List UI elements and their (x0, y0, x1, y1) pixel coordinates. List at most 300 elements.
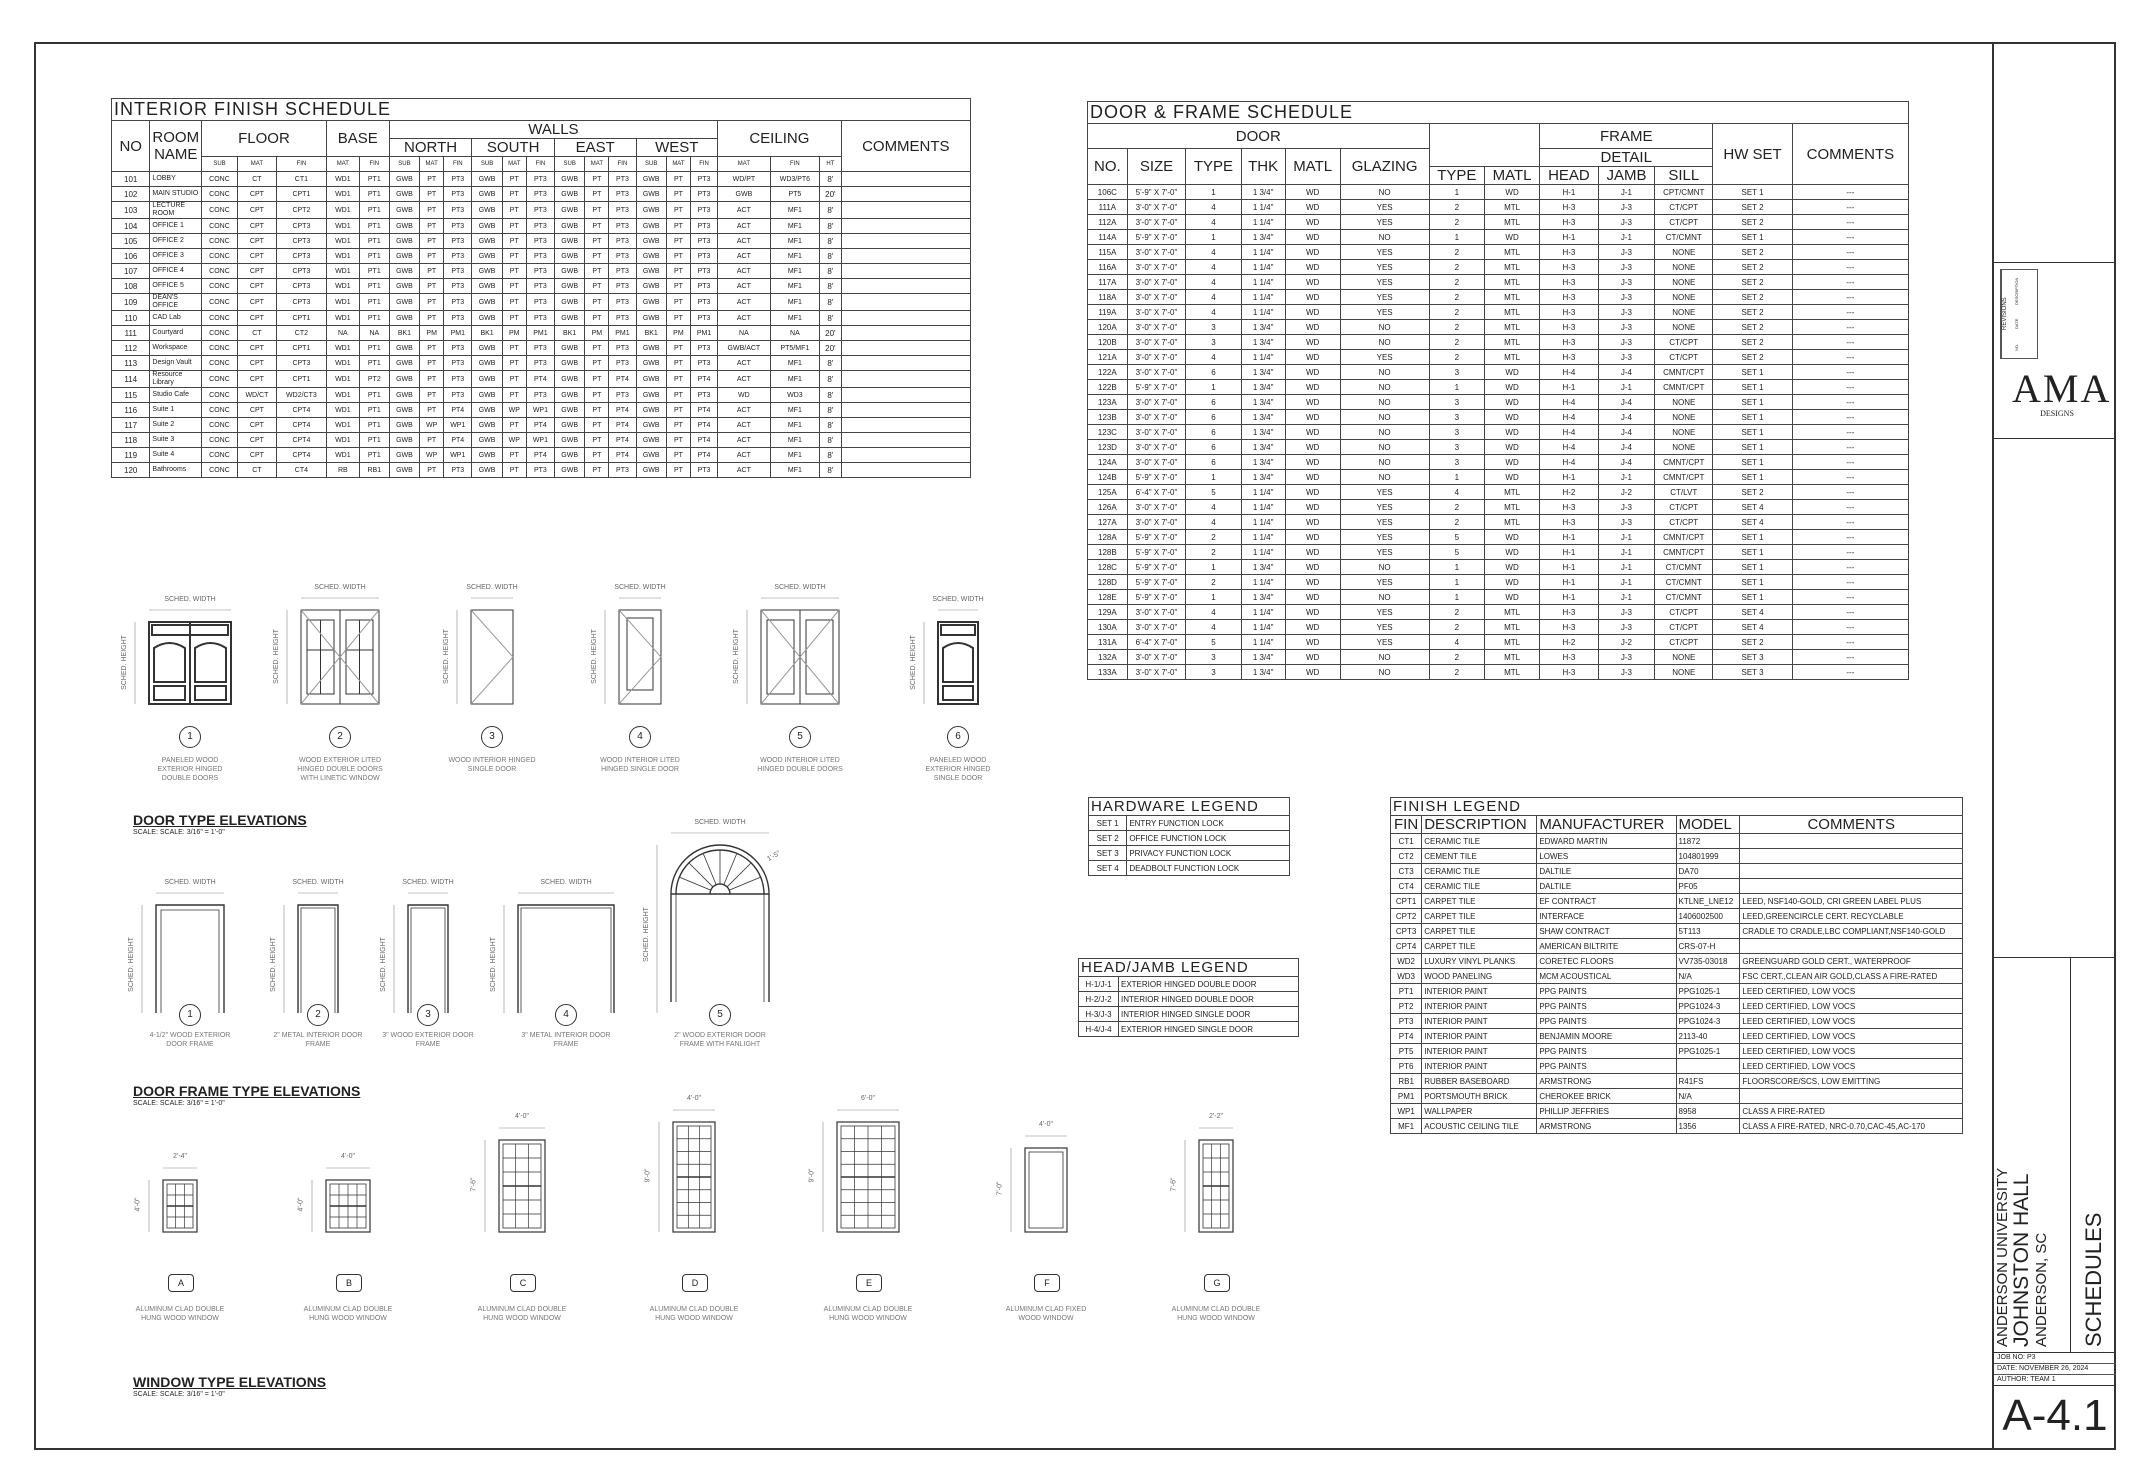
door-cell: H-3 (1540, 605, 1599, 620)
frame-type-caption: 4-1/2" WOOD EXTERIOR DOOR FRAME (149, 1032, 231, 1048)
door-cell: 3 (1186, 335, 1241, 350)
fin-comments: LEED CERTIFIED, LOW VOCS (1740, 1029, 1963, 1044)
door-cell: CT/CPT (1655, 635, 1713, 650)
door-number: 124B (1088, 470, 1128, 485)
finish-cell: CPT (237, 264, 276, 279)
finish-cell (841, 294, 970, 311)
dim-width: SCHED. WIDTH (540, 879, 592, 886)
finish-cell: WD1 (326, 234, 359, 249)
finish-cell: CPT4 (276, 418, 326, 433)
legend-value: EXTERIOR HINGED SINGLE DOOR (1118, 1022, 1298, 1037)
door-cell: 3 (1429, 410, 1484, 425)
door-cell: 5 (1186, 485, 1241, 500)
fin-comments: CLASS A FIRE-RATED, NRC-0.70,CAC-45,AC-170 (1740, 1119, 1963, 1134)
finish-cell: GWB (554, 356, 584, 371)
finish-row (112, 388, 971, 403)
fin-code: PT1 (1391, 984, 1422, 999)
door-cell: 6 (1186, 395, 1241, 410)
frame-type-1 (136, 887, 244, 1019)
finish-cell: GWB (389, 202, 419, 219)
finish-cell: WD2/CT3 (276, 388, 326, 403)
finish-legend-row (1391, 1074, 1963, 1089)
finish-cell: GWB (636, 403, 666, 418)
door-cell: 4 (1186, 245, 1241, 260)
door-cell: MTL (1485, 215, 1540, 230)
door-schedule-title: DOOR & FRAME SCHEDULE (1088, 102, 1909, 124)
legend-value: OFFICE FUNCTION LOCK (1127, 831, 1290, 846)
finish-cell: ACT (718, 249, 771, 264)
door-row (1088, 485, 1909, 500)
door-cell: 4 (1186, 515, 1241, 530)
finish-cell: PT3 (690, 219, 717, 234)
door-row (1088, 275, 1909, 290)
door-cell: 6 (1186, 365, 1241, 380)
door-cell: 6 (1186, 410, 1241, 425)
subheader-cell: HT (820, 157, 842, 172)
door-cell: NONE (1655, 260, 1713, 275)
door-number: 119A (1088, 305, 1128, 320)
finish-row (112, 463, 971, 478)
room-name: Suite 1 (150, 403, 202, 418)
door-cell: NONE (1655, 425, 1713, 440)
door-cell: --- (1792, 320, 1908, 335)
finish-cell: GWB (554, 294, 584, 311)
fin-manufacturer: PPG PAINTS (1537, 1014, 1676, 1029)
door-cell: --- (1792, 470, 1908, 485)
col-door: DOOR (1088, 124, 1430, 149)
finish-row (112, 202, 971, 219)
finish-cell: 8' (820, 403, 842, 418)
finish-cell: PT4 (609, 448, 636, 463)
door-cell: H-3 (1540, 305, 1599, 320)
finish-cell: PT3 (609, 249, 636, 264)
col-model: MODEL (1676, 816, 1740, 834)
finish-row (112, 187, 971, 202)
finish-cell: GWB (389, 219, 419, 234)
door-cell: 3 (1429, 440, 1484, 455)
door-cell: NONE (1655, 650, 1713, 665)
finish-legend-row (1391, 1059, 1963, 1074)
window-height-dim: 9'-0" (644, 1168, 652, 1183)
finish-cell: PM (585, 326, 609, 341)
finish-cell: 20' (820, 187, 842, 202)
finish-cell: PT3 (609, 341, 636, 356)
frame-type-number: 4 (555, 1004, 577, 1026)
door-cell: CT/CMNT (1655, 230, 1713, 245)
door-cell: WD (1485, 455, 1540, 470)
finish-cell: WP1 (526, 403, 554, 418)
finish-cell: PT (585, 234, 609, 249)
finish-cell: PT1 (359, 234, 389, 249)
door-cell: YES (1340, 260, 1429, 275)
door-cell: NONE (1655, 245, 1713, 260)
door-cell: 4 (1186, 605, 1241, 620)
fin-comments: LEED CERTIFIED, LOW VOCS (1740, 999, 1963, 1014)
finish-cell: PT3 (444, 234, 472, 249)
door-cell: SET 4 (1713, 605, 1792, 620)
col-fl-comments: COMMENTS (1740, 816, 1963, 834)
finish-cell: PT3 (609, 463, 636, 478)
hardware-legend-title: HARDWARE LEGEND (1089, 798, 1290, 816)
finish-cell: PT3 (690, 202, 717, 219)
finish-cell: PT3 (526, 279, 554, 294)
fin-manufacturer: ARMSTRONG (1537, 1074, 1676, 1089)
door-cell: 1 1/4" (1241, 215, 1285, 230)
window-elevations-scale: SCALE: SCALE: 3/16" = 1'-0" (133, 1391, 225, 1398)
window-type-caption: ALUMINUM CLAD DOUBLE HUNG WOOD WINDOW (1171, 1306, 1261, 1322)
finish-cell: PM (502, 326, 526, 341)
door-row (1088, 290, 1909, 305)
finish-cell: PT1 (359, 279, 389, 294)
col-jamb: JAMB (1598, 167, 1654, 185)
window-type-letter: F (1034, 1274, 1060, 1292)
dim-width: SCHED. WIDTH (614, 584, 666, 591)
finish-cell: PT (585, 433, 609, 448)
finish-cell: WD1 (326, 187, 359, 202)
finish-cell: CONC (202, 311, 238, 326)
door-row (1088, 440, 1909, 455)
fin-manufacturer: EF CONTRACT (1537, 894, 1676, 909)
subheader-cell: SUB (202, 157, 238, 172)
door-cell: NO (1340, 560, 1429, 575)
window-width-dim: 4'-0" (515, 1113, 529, 1120)
fin-manufacturer: DALTILE (1537, 864, 1676, 879)
finish-cell: CONC (202, 234, 238, 249)
legend-row (1079, 992, 1299, 1007)
col-west: WEST (636, 139, 718, 157)
door-number: 114A (1088, 230, 1128, 245)
door-cell: J-1 (1598, 530, 1654, 545)
finish-cell: PT (502, 249, 526, 264)
door-cell: WD (1485, 560, 1540, 575)
sheet-date: DATE: NOVEMBER 26, 2024 (1994, 1364, 2116, 1375)
door-number: 118A (1088, 290, 1128, 305)
finish-cell: CPT (237, 403, 276, 418)
finish-cell: PT3 (444, 172, 472, 187)
door-cell: 1 (1429, 185, 1484, 200)
finish-legend-row (1391, 984, 1963, 999)
door-cell: 1 1/4" (1241, 500, 1285, 515)
col-floor: FLOOR (202, 121, 327, 157)
finish-cell: WD/CT (237, 388, 276, 403)
door-cell: 1 1/4" (1241, 260, 1285, 275)
finish-cell: CPT3 (276, 249, 326, 264)
fin-model: PPG1024-3 (1676, 999, 1740, 1014)
finish-cell: PT (666, 433, 690, 448)
door-cell: --- (1792, 275, 1908, 290)
door-cell: 3 (1429, 395, 1484, 410)
window-height-dim: 9'-0" (808, 1168, 816, 1183)
fin-code: CT4 (1391, 879, 1422, 894)
finish-cell: ACT (718, 371, 771, 388)
door-row (1088, 590, 1909, 605)
finish-cell: CPT (237, 187, 276, 202)
door-cell: MTL (1485, 245, 1540, 260)
door-cell: 1 3/4" (1241, 395, 1285, 410)
door-cell: 1 3/4" (1241, 410, 1285, 425)
finish-cell: 8' (820, 371, 842, 388)
fin-comments: LEED CERTIFIED, LOW VOCS (1740, 1044, 1963, 1059)
frame-type-number: 2 (307, 1004, 329, 1026)
fin-manufacturer: CHEROKEE BRICK (1537, 1089, 1676, 1104)
door-cell: J-4 (1598, 440, 1654, 455)
legend-value: ENTRY FUNCTION LOCK (1127, 816, 1290, 831)
door-cell: --- (1792, 215, 1908, 230)
col-type: TYPE (1186, 149, 1241, 185)
door-cell: CT/CPT (1655, 200, 1713, 215)
room-name: Workspace (150, 341, 202, 356)
finish-cell: PT (420, 219, 444, 234)
legend-key: SET 1 (1089, 816, 1127, 831)
door-cell: H-3 (1540, 290, 1599, 305)
room-name: MAIN STUDIO (150, 187, 202, 202)
finish-cell: GWB (554, 448, 584, 463)
finish-cell: GWB (636, 234, 666, 249)
finish-cell: PT (585, 356, 609, 371)
finish-cell: CPT (237, 294, 276, 311)
door-cell: 1 3/4" (1241, 380, 1285, 395)
finish-cell: GWB (636, 463, 666, 478)
room-name: Design Vault (150, 356, 202, 371)
door-cell: 3'-0" X 7'-0" (1127, 410, 1186, 425)
door-cell: J-2 (1598, 485, 1654, 500)
door-cell: WD (1485, 365, 1540, 380)
fin-manufacturer: ARMSTRONG (1537, 1119, 1676, 1134)
door-elevations-scale: SCALE: SCALE: 3/16" = 1'-0" (133, 829, 225, 836)
door-cell: 3'-0" X 7'-0" (1127, 200, 1186, 215)
fin-manufacturer: INTERFACE (1537, 909, 1676, 924)
door-cell: WD (1285, 350, 1340, 365)
project-info (1994, 957, 2116, 1353)
door-cell: 2 (1429, 305, 1484, 320)
fin-comments (1740, 879, 1963, 894)
fin-code: PT6 (1391, 1059, 1422, 1074)
finish-cell: CONC (202, 264, 238, 279)
finish-cell: PT4 (444, 433, 472, 448)
door-type-number: 4 (629, 726, 651, 748)
finish-cell (841, 356, 970, 371)
fin-code: CT1 (1391, 834, 1422, 849)
finish-cell: PT (502, 219, 526, 234)
window-elevations-title: WINDOW TYPE ELEVATIONS (133, 1374, 327, 1390)
door-cell: --- (1792, 425, 1908, 440)
finish-cell: GWB (554, 371, 584, 388)
legend-key: H-1/J-1 (1079, 977, 1119, 992)
finish-cell: PT (585, 463, 609, 478)
finish-cell: PT (585, 249, 609, 264)
room-number: 110 (112, 311, 150, 326)
door-cell: J-3 (1598, 605, 1654, 620)
door-cell: WD (1285, 545, 1340, 560)
fin-description: RUBBER BASEBOARD (1422, 1074, 1537, 1089)
door-row (1088, 200, 1909, 215)
room-number: 109 (112, 294, 150, 311)
finish-cell: ACT (718, 294, 771, 311)
finish-legend-row (1391, 1104, 1963, 1119)
col-glazing: GLAZING (1340, 149, 1429, 185)
finish-cell: 8' (820, 264, 842, 279)
finish-cell: GWB (389, 356, 419, 371)
finish-cell: ACT (718, 403, 771, 418)
door-cell: NONE (1655, 275, 1713, 290)
finish-cell: PT (420, 202, 444, 219)
door-cell: 1 (1186, 185, 1241, 200)
finish-cell: MF1 (770, 311, 819, 326)
door-cell: SET 2 (1713, 320, 1792, 335)
finish-cell: WD1 (326, 388, 359, 403)
col-frame-type: TYPE (1429, 167, 1484, 185)
finish-cell: MF1 (770, 448, 819, 463)
room-number: 101 (112, 172, 150, 187)
finish-cell: ACT (718, 356, 771, 371)
door-cell: 4 (1186, 305, 1241, 320)
room-name: LOBBY (150, 172, 202, 187)
room-name: OFFICE 2 (150, 234, 202, 249)
door-number: 112A (1088, 215, 1128, 230)
finish-cell: GWB (389, 463, 419, 478)
finish-cell: PT3 (690, 341, 717, 356)
col-no: NO (112, 121, 150, 172)
door-cell: YES (1340, 635, 1429, 650)
project-line-2: JOHNSTON HALL (2010, 1173, 2033, 1347)
finish-cell (841, 433, 970, 448)
door-cell: 1 (1186, 560, 1241, 575)
room-number: 108 (112, 279, 150, 294)
col-frame-matl: MATL (1485, 167, 1540, 185)
finish-legend (1390, 797, 1963, 1134)
finish-cell: GWB (472, 341, 502, 356)
door-cell: J-1 (1598, 380, 1654, 395)
door-type-caption: PANELED WOOD EXTERIOR HINGED SINGLE DOOR (925, 757, 991, 782)
room-name: Suite 4 (150, 448, 202, 463)
fin-model: KTLNE_LNE12 (1676, 894, 1740, 909)
door-cell: --- (1792, 485, 1908, 500)
door-cell: 6 (1186, 455, 1241, 470)
door-row (1088, 245, 1909, 260)
door-cell: CT/CMNT (1655, 590, 1713, 605)
legend-key: SET 2 (1089, 831, 1127, 846)
fin-comments: FSC CERT.,CLEAN AIR GOLD,CLASS A FIRE-RATED (1740, 969, 1963, 984)
fin-manufacturer: DALTILE (1537, 879, 1676, 894)
finish-cell: PT3 (526, 463, 554, 478)
door-cell: CT/CPT (1655, 215, 1713, 230)
finish-cell: GWB (472, 403, 502, 418)
door-cell: 4 (1186, 260, 1241, 275)
door-row (1088, 455, 1909, 470)
finish-cell: GWB (718, 187, 771, 202)
finish-cell: CT1 (276, 172, 326, 187)
door-number: 128A (1088, 530, 1128, 545)
door-cell: YES (1340, 605, 1429, 620)
col-detail: DETAIL (1540, 149, 1713, 167)
room-number: 118 (112, 433, 150, 448)
door-cell: SET 1 (1713, 575, 1792, 590)
subheader-cell: SUB (389, 157, 419, 172)
finish-cell: WD1 (326, 448, 359, 463)
finish-legend-row (1391, 954, 1963, 969)
door-cell: NO (1340, 395, 1429, 410)
fin-comments: CRADLE TO CRADLE,LBC COMPLIANT,NSF140-GOLD (1740, 924, 1963, 939)
finish-cell: PT (420, 294, 444, 311)
door-cell: SET 2 (1713, 290, 1792, 305)
door-cell: H-3 (1540, 650, 1599, 665)
fin-description: ACOUSTIC CEILING TILE (1422, 1119, 1537, 1134)
frame-type-caption: 2" WOOD EXTERIOR DOOR FRAME WITH FANLIGHT (674, 1032, 766, 1048)
subheader-cell: FIN (276, 157, 326, 172)
finish-cell: 20' (820, 326, 842, 341)
door-cell: 4 (1186, 290, 1241, 305)
finish-cell: PT3 (444, 356, 472, 371)
finish-cell: PT1 (359, 264, 389, 279)
finish-legend-row (1391, 924, 1963, 939)
fin-code: CPT3 (1391, 924, 1422, 939)
dim-height: SCHED. HEIGHT (272, 629, 280, 684)
door-cell: 1 1/4" (1241, 290, 1285, 305)
finish-cell: CPT1 (276, 311, 326, 326)
finish-cell: PT (502, 356, 526, 371)
door-cell: 1 3/4" (1241, 230, 1285, 245)
finish-cell: PT (420, 249, 444, 264)
finish-cell: PT4 (609, 418, 636, 433)
door-number: 122B (1088, 380, 1128, 395)
finish-cell: WD1 (326, 311, 359, 326)
finish-cell: PT3 (526, 264, 554, 279)
room-name: CAD Lab (150, 311, 202, 326)
finish-cell: WD1 (326, 403, 359, 418)
door-cell: 1 (1186, 470, 1241, 485)
finish-cell: PT3 (609, 264, 636, 279)
finish-cell: GWB (472, 356, 502, 371)
finish-cell: WD1 (326, 356, 359, 371)
finish-row (112, 448, 971, 463)
col-base: BASE (326, 121, 389, 157)
door-cell: --- (1792, 365, 1908, 380)
door-cell: H-3 (1540, 215, 1599, 230)
window-type-letter: E (856, 1274, 882, 1292)
finish-cell: MF1 (770, 202, 819, 219)
door-drawing (451, 592, 533, 710)
finish-cell: BK1 (389, 326, 419, 341)
sheet-title: SCHEDULES (2081, 1212, 2106, 1347)
dim-width: SCHED. WIDTH (402, 879, 454, 886)
finish-cell: CPT (237, 433, 276, 448)
window-width-dim: 4'-0" (1039, 1121, 1053, 1128)
col-east: EAST (554, 139, 636, 157)
finish-cell: PT1 (359, 418, 389, 433)
door-cell: SET 2 (1713, 275, 1792, 290)
project-name (1994, 958, 2070, 1353)
door-cell: WD (1485, 380, 1540, 395)
fin-description: CARPET TILE (1422, 894, 1537, 909)
finish-cell: PT (420, 371, 444, 388)
finish-cell: NA (326, 326, 359, 341)
door-row (1088, 575, 1909, 590)
finish-cell: PT (585, 311, 609, 326)
col-comments: COMMENTS (841, 121, 970, 172)
finish-cell: PM (666, 326, 690, 341)
fin-description: CERAMIC TILE (1422, 864, 1537, 879)
door-type-number: 1 (179, 726, 201, 748)
finish-cell: PT1 (359, 187, 389, 202)
revisions-label: REVISIONS (2001, 270, 2014, 358)
door-cell: MTL (1485, 350, 1540, 365)
window-type-caption: ALUMINUM CLAD DOUBLE HUNG WOOD WINDOW (823, 1306, 913, 1322)
legend-row (1089, 861, 1290, 876)
finish-cell: PT4 (690, 403, 717, 418)
door-cell: --- (1792, 635, 1908, 650)
finish-row (112, 279, 971, 294)
door-row (1088, 635, 1909, 650)
